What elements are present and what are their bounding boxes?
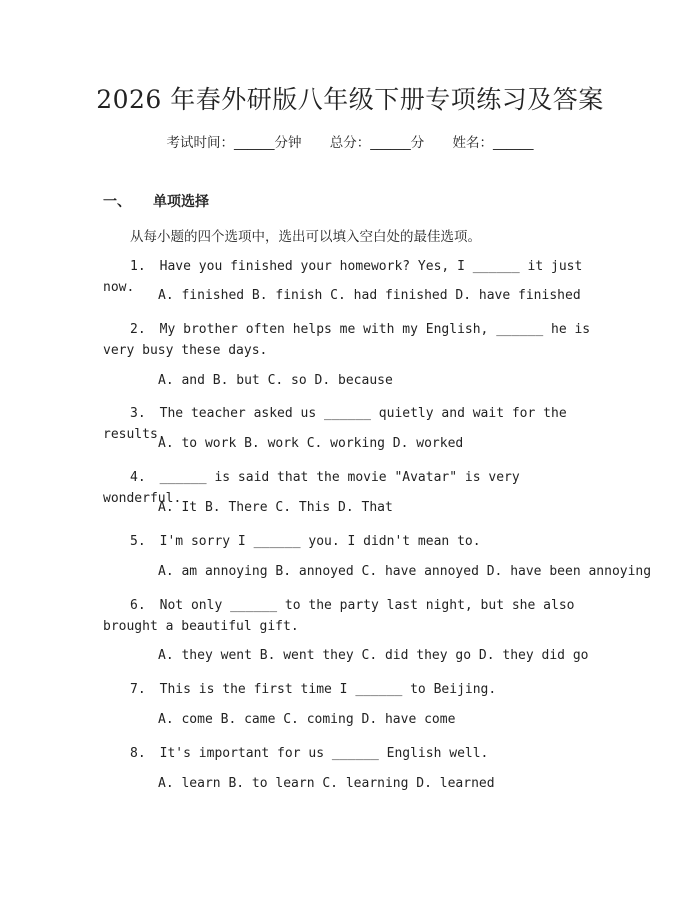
question-text: My brother often helps me with my English, ______ he is very busy these days. [103, 322, 591, 358]
instructions: 从每小题的四个选项中，选出可以填入空白处的最佳选项。 [130, 229, 481, 245]
question [103, 319, 593, 361]
question-options: A. am annoying B. annoyed C. have annoyed D. have been annoying [158, 564, 652, 579]
question-number: 5. [130, 534, 146, 549]
total-score: 总分：______分 [329, 135, 425, 151]
question-options: A. finished B. finish C. had finished D. have finished [158, 288, 581, 303]
section-title: 单项选择 [153, 194, 209, 210]
question-options: A. come B. came C. coming D. have come [158, 712, 456, 727]
question-number: 7. [130, 682, 146, 697]
question-options: A. to work B. work C. working D. worked [158, 436, 464, 451]
question-text: This is the first time I ______ to Beijing. [159, 682, 497, 697]
question-number: 3. [130, 406, 146, 421]
question-options: A. It B. There C. This D. That [158, 500, 393, 515]
question-options: A. and B. but C. so D. because [158, 373, 393, 388]
question-options: A. they went B. went they C. did they go D. they did go [158, 648, 589, 663]
question [103, 531, 593, 552]
question [103, 743, 593, 764]
question-text: The teacher asked us ______ quietly and wait for the results. [103, 406, 567, 442]
question-number: 6. [130, 598, 146, 613]
question-number: 1. [130, 259, 146, 274]
question [103, 679, 593, 700]
question-text: It's important for us ______ English well. [159, 746, 489, 761]
question-options: A. learn B. to learn C. learning D. learned [158, 776, 495, 791]
exam-time: 考试时间：______分钟 [166, 135, 302, 151]
question-number: 8. [130, 746, 146, 761]
student-name: 姓名：______ [452, 135, 534, 151]
section-number: 一、 [103, 194, 131, 210]
question-text: Not only ______ to the party last night, but she also brought a beautiful gift. [103, 598, 575, 634]
question-text: I'm sorry I ______ you. I didn't mean to. [159, 534, 481, 549]
question-text: Have you finished your homework? Yes, I ______ it just now. [103, 259, 583, 295]
question-text: ______ is said that the movie "Avatar" is very wonderful. [103, 470, 520, 506]
question [103, 595, 593, 637]
page-title: 2026 年春外研版八年级下册专项练习及答案 [96, 85, 604, 114]
question-number: 4. [130, 470, 146, 485]
section-heading [103, 191, 209, 211]
question-number: 2. [130, 322, 146, 337]
exam-meta [0, 131, 700, 151]
